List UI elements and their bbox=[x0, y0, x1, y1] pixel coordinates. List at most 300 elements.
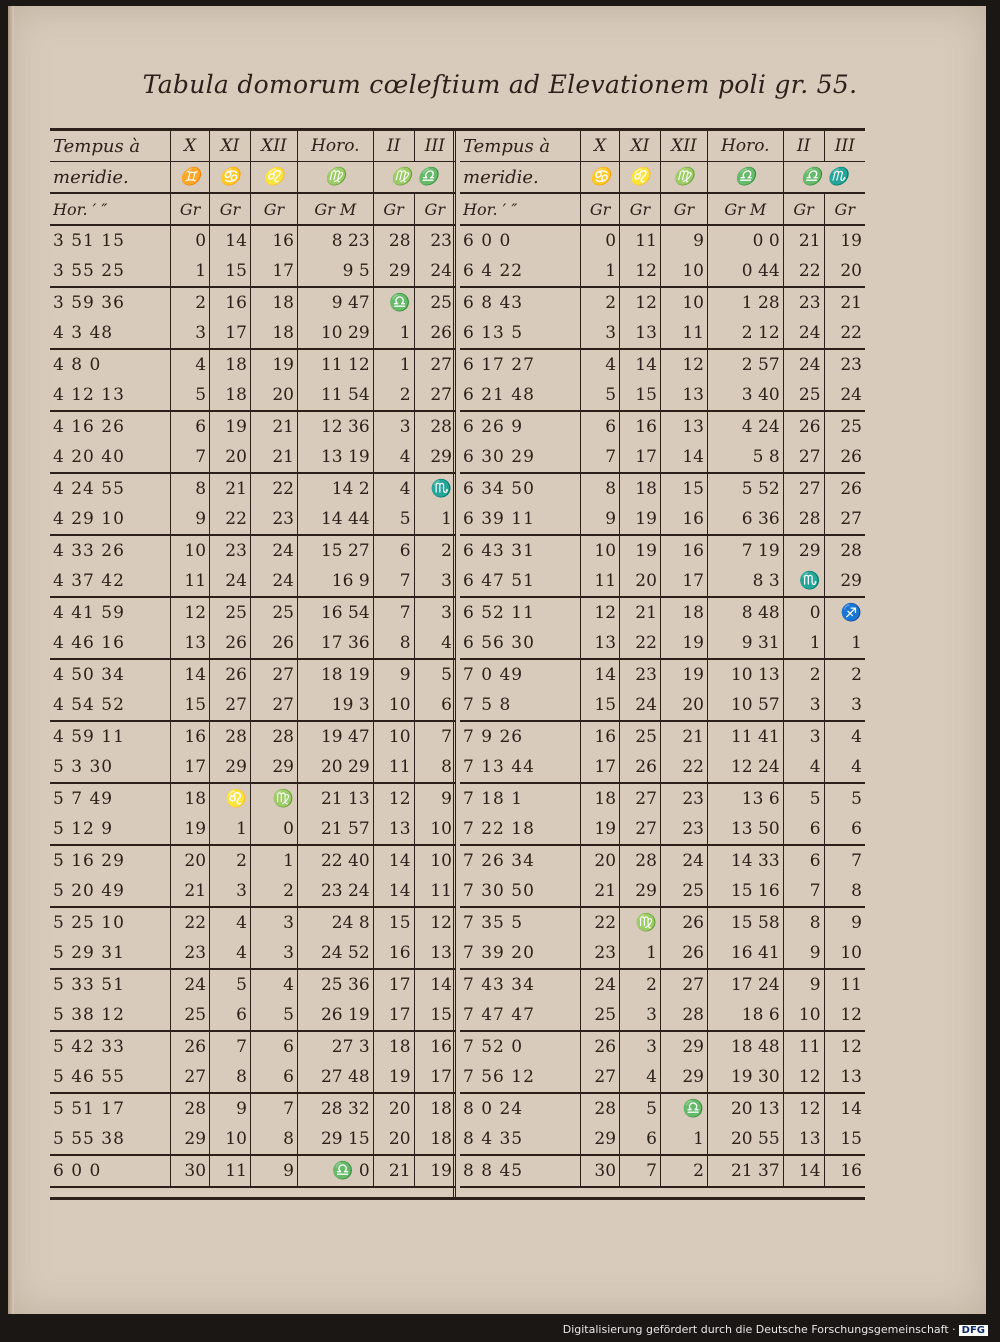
degree-cell: 28 bbox=[250, 721, 297, 752]
degree-cell: 14 bbox=[373, 876, 414, 907]
degree-cell: 21 bbox=[250, 442, 297, 473]
degree-cell: 7 bbox=[373, 566, 414, 597]
zodiac-sign-header-0: ♊ bbox=[171, 162, 210, 194]
degree-cell: 4 24 bbox=[707, 411, 783, 442]
degree-cell: 5 bbox=[210, 969, 251, 1000]
house-header-5: III bbox=[824, 131, 865, 162]
degree-cell: 17 bbox=[250, 256, 297, 287]
degree-cell: 27 bbox=[783, 442, 824, 473]
degree-cell: 1 bbox=[373, 349, 414, 380]
degree-cell: 25 bbox=[620, 721, 661, 752]
degree-cell: 27 bbox=[824, 504, 865, 535]
time-cell: 7 43 34 bbox=[463, 975, 535, 995]
degree-cell: 3 bbox=[783, 690, 824, 721]
table-row bbox=[460, 814, 865, 845]
degree-cell: 24 bbox=[250, 566, 297, 597]
degree-cell: 23 bbox=[414, 225, 455, 256]
time-cell: 7 47 47 bbox=[460, 1000, 581, 1031]
table-row bbox=[460, 535, 865, 566]
zodiac-sign-header-4: ♍ ♎ bbox=[373, 162, 455, 194]
degree-cell: 9 bbox=[581, 504, 620, 535]
time-cell: 4 16 26 bbox=[53, 417, 125, 437]
degree-cell: 29 bbox=[581, 1124, 620, 1155]
degree-cell: 27 bbox=[414, 349, 455, 380]
degree-cell: ♎ bbox=[373, 287, 414, 318]
degree-cell: 13 6 bbox=[707, 783, 783, 814]
table-row bbox=[460, 349, 865, 380]
time-cell: 7 35 5 bbox=[463, 913, 524, 933]
degree-cell: 29 bbox=[373, 256, 414, 287]
time-cell: 4 12 13 bbox=[50, 380, 171, 411]
degree-cell: 3 bbox=[620, 1031, 661, 1062]
time-cell: 6 34 50 bbox=[463, 479, 535, 499]
degree-cell: 22 bbox=[210, 504, 251, 535]
degree-cell: 6 bbox=[414, 690, 455, 721]
table-row bbox=[50, 690, 455, 721]
unit-header-4: Gr M bbox=[707, 193, 783, 225]
degree-cell: 13 bbox=[581, 628, 620, 659]
zodiac-sign-header-2: ♍ bbox=[660, 162, 707, 194]
degree-cell: 19 bbox=[210, 411, 251, 442]
degree-cell: 9 bbox=[783, 938, 824, 969]
degree-cell: 18 48 bbox=[707, 1031, 783, 1062]
degree-cell: 21 13 bbox=[297, 783, 373, 814]
degree-cell: 3 bbox=[620, 1000, 661, 1031]
degree-cell: 25 bbox=[210, 597, 251, 628]
degree-cell: 8 bbox=[414, 752, 455, 783]
degree-cell: 2 bbox=[414, 535, 455, 566]
house-header-4: II bbox=[783, 131, 824, 162]
house-header-3: Horo. bbox=[707, 131, 783, 162]
degree-cell: 26 bbox=[171, 1031, 210, 1062]
degree-cell: 15 bbox=[210, 256, 251, 287]
unit-header-1: Gr bbox=[171, 193, 210, 225]
degree-cell: 3 bbox=[373, 411, 414, 442]
house-header-0: X bbox=[581, 131, 620, 162]
degree-cell: 23 bbox=[783, 287, 824, 318]
table-row bbox=[460, 1093, 865, 1124]
degree-cell: 21 57 bbox=[297, 814, 373, 845]
unit-header-3: Gr bbox=[250, 193, 297, 225]
degree-cell: 0 bbox=[783, 597, 824, 628]
degree-cell: 28 bbox=[660, 1000, 707, 1031]
degree-cell: 9 bbox=[373, 659, 414, 690]
degree-cell: 17 bbox=[171, 752, 210, 783]
degree-cell: 8 bbox=[210, 1062, 251, 1093]
table-row bbox=[460, 752, 865, 783]
degree-cell: 20 bbox=[373, 1124, 414, 1155]
degree-cell: 26 bbox=[210, 628, 251, 659]
degree-cell: 18 bbox=[210, 349, 251, 380]
degree-cell: 16 41 bbox=[707, 938, 783, 969]
degree-cell: 25 bbox=[414, 287, 455, 318]
degree-cell: 19 bbox=[171, 814, 210, 845]
degree-cell: 17 bbox=[620, 442, 661, 473]
degree-cell: 26 19 bbox=[297, 1000, 373, 1031]
time-cell: 4 50 34 bbox=[53, 665, 125, 685]
degree-cell: ♏ bbox=[783, 566, 824, 597]
degree-cell: 4 bbox=[824, 752, 865, 783]
degree-cell: 28 bbox=[581, 1093, 620, 1124]
degree-cell: 10 bbox=[783, 1000, 824, 1031]
table-row bbox=[50, 969, 455, 1000]
degree-cell: 6 36 bbox=[707, 504, 783, 535]
table-row bbox=[460, 442, 865, 473]
degree-cell: 7 bbox=[250, 1093, 297, 1124]
time-cell: 6 21 48 bbox=[460, 380, 581, 411]
time-cell: 5 55 38 bbox=[50, 1124, 171, 1155]
table-row bbox=[460, 783, 865, 814]
time-cell: 5 38 12 bbox=[50, 1000, 171, 1031]
degree-cell: 26 bbox=[250, 628, 297, 659]
degree-cell: 10 bbox=[824, 938, 865, 969]
table-row bbox=[50, 938, 455, 969]
degree-cell: 20 bbox=[373, 1093, 414, 1124]
time-cell: 4 8 0 bbox=[53, 355, 102, 375]
time-cell: 3 55 25 bbox=[50, 256, 171, 287]
degree-cell: 24 bbox=[171, 969, 210, 1000]
table-row bbox=[460, 969, 865, 1000]
table-row bbox=[50, 566, 455, 597]
degree-cell: 18 bbox=[414, 1124, 455, 1155]
degree-cell: 14 bbox=[414, 969, 455, 1000]
degree-cell: 3 bbox=[210, 876, 251, 907]
degree-cell: ♎ 0 bbox=[297, 1155, 373, 1187]
degree-cell: 2 bbox=[783, 659, 824, 690]
degree-cell: 1 bbox=[824, 628, 865, 659]
degree-cell: 4 bbox=[171, 349, 210, 380]
right-table bbox=[460, 131, 865, 1188]
table-row bbox=[50, 504, 455, 535]
degree-cell: 18 bbox=[660, 597, 707, 628]
degree-cell: 26 bbox=[824, 442, 865, 473]
table-row bbox=[50, 876, 455, 907]
degree-cell: 6 bbox=[620, 1124, 661, 1155]
degree-cell: 16 54 bbox=[297, 597, 373, 628]
degree-cell: 17 bbox=[660, 566, 707, 597]
table-row bbox=[50, 783, 455, 814]
degree-cell: 25 bbox=[660, 876, 707, 907]
time-cell: 5 7 49 bbox=[53, 789, 114, 809]
degree-cell: 19 bbox=[620, 504, 661, 535]
degree-cell: 15 bbox=[581, 690, 620, 721]
degree-cell: 23 bbox=[660, 783, 707, 814]
unit-header-5: Gr bbox=[373, 193, 414, 225]
degree-cell: 3 bbox=[250, 907, 297, 938]
degree-cell: 13 bbox=[660, 411, 707, 442]
degree-cell: 26 bbox=[414, 318, 455, 349]
degree-cell: 19 bbox=[414, 1155, 455, 1187]
degree-cell: 26 bbox=[581, 1031, 620, 1062]
degree-cell: 25 bbox=[581, 1000, 620, 1031]
degree-cell: 9 bbox=[171, 504, 210, 535]
time-cell: 3 59 36 bbox=[53, 293, 125, 313]
degree-cell: 20 bbox=[250, 380, 297, 411]
degree-cell: 27 bbox=[620, 783, 661, 814]
degree-cell: 12 bbox=[373, 783, 414, 814]
time-cell: 5 20 49 bbox=[50, 876, 171, 907]
degree-cell: 16 bbox=[250, 225, 297, 256]
degree-cell: 0 bbox=[581, 225, 620, 256]
degree-cell: 17 bbox=[373, 1000, 414, 1031]
table-row bbox=[50, 845, 455, 876]
degree-cell: 30 bbox=[581, 1155, 620, 1187]
degree-cell: 27 3 bbox=[297, 1031, 373, 1062]
degree-cell: 27 48 bbox=[297, 1062, 373, 1093]
degree-cell: 17 bbox=[414, 1062, 455, 1093]
house-header-0: X bbox=[171, 131, 210, 162]
degree-cell: 16 bbox=[824, 1155, 865, 1187]
degree-cell: 27 bbox=[581, 1062, 620, 1093]
time-cell: 4 24 55 bbox=[53, 479, 125, 499]
degree-cell: 9 bbox=[824, 907, 865, 938]
degree-cell: 19 bbox=[824, 225, 865, 256]
degree-cell: 4 bbox=[210, 907, 251, 938]
time-cell: 4 33 26 bbox=[53, 541, 125, 561]
degree-cell: 4 bbox=[210, 938, 251, 969]
time-cell: 7 13 44 bbox=[460, 752, 581, 783]
degree-cell: 4 bbox=[620, 1062, 661, 1093]
degree-cell: 11 bbox=[373, 752, 414, 783]
degree-cell: 7 19 bbox=[707, 535, 783, 566]
table-row bbox=[460, 380, 865, 411]
time-cell: 4 3 48 bbox=[50, 318, 171, 349]
degree-cell: 24 bbox=[620, 690, 661, 721]
degree-cell: 14 bbox=[373, 845, 414, 876]
degree-cell: 15 bbox=[620, 380, 661, 411]
degree-cell: 12 bbox=[783, 1062, 824, 1093]
time-cell: 7 5 8 bbox=[460, 690, 581, 721]
table-row bbox=[460, 504, 865, 535]
degree-cell: 20 bbox=[824, 256, 865, 287]
degree-cell: 26 bbox=[660, 907, 707, 938]
unit-header-4: Gr M bbox=[297, 193, 373, 225]
degree-cell: ♍ bbox=[620, 907, 661, 938]
time-cell: 6 52 11 bbox=[463, 603, 535, 623]
degree-cell: 10 bbox=[660, 256, 707, 287]
degree-cell: 16 bbox=[171, 721, 210, 752]
degree-cell: 10 bbox=[660, 287, 707, 318]
degree-cell: 18 6 bbox=[707, 1000, 783, 1031]
degree-cell: 2 bbox=[620, 969, 661, 1000]
degree-cell: 5 bbox=[620, 1093, 661, 1124]
house-header-3: Horo. bbox=[297, 131, 373, 162]
degree-cell: 9 5 bbox=[297, 256, 373, 287]
degree-cell: 12 36 bbox=[297, 411, 373, 442]
table-row bbox=[50, 1093, 455, 1124]
dfg-logo: DFG bbox=[959, 1325, 988, 1336]
degree-cell: 12 bbox=[620, 287, 661, 318]
degree-cell: 28 bbox=[824, 535, 865, 566]
degree-cell: 7 bbox=[620, 1155, 661, 1187]
time-cell: 7 56 12 bbox=[460, 1062, 581, 1093]
degree-cell: 11 bbox=[171, 566, 210, 597]
degree-cell: 21 bbox=[171, 876, 210, 907]
degree-cell: 7 bbox=[171, 442, 210, 473]
degree-cell: 20 bbox=[660, 690, 707, 721]
degree-cell: 23 bbox=[620, 659, 661, 690]
degree-cell: 19 bbox=[620, 535, 661, 566]
degree-cell: 0 0 bbox=[707, 225, 783, 256]
degree-cell: 11 bbox=[660, 318, 707, 349]
degree-cell: 20 bbox=[171, 845, 210, 876]
table-row bbox=[460, 845, 865, 876]
degree-cell: 5 bbox=[824, 783, 865, 814]
degree-cell: 18 bbox=[373, 1031, 414, 1062]
table-row bbox=[460, 721, 865, 752]
tempus-label-2: meridie. bbox=[460, 162, 581, 194]
degree-cell: 1 28 bbox=[707, 287, 783, 318]
degree-cell: 1 bbox=[250, 845, 297, 876]
table-row bbox=[50, 814, 455, 845]
table-row bbox=[460, 1062, 865, 1093]
table-row bbox=[460, 225, 865, 256]
degree-cell: 20 13 bbox=[707, 1093, 783, 1124]
degree-cell: 10 13 bbox=[707, 659, 783, 690]
degree-cell: 23 bbox=[581, 938, 620, 969]
degree-cell: 10 bbox=[414, 814, 455, 845]
degree-cell: 28 bbox=[783, 504, 824, 535]
degree-cell: ♍ bbox=[250, 783, 297, 814]
degree-cell: 14 bbox=[783, 1155, 824, 1187]
degree-cell: 21 bbox=[210, 473, 251, 504]
degree-cell: 1 bbox=[373, 318, 414, 349]
unit-header-1: Gr bbox=[581, 193, 620, 225]
table-row bbox=[50, 349, 455, 380]
degree-cell: 10 bbox=[210, 1124, 251, 1155]
degree-cell: 23 bbox=[250, 504, 297, 535]
degree-cell: 16 bbox=[581, 721, 620, 752]
table-row bbox=[460, 318, 865, 349]
degree-cell: 6 bbox=[581, 411, 620, 442]
zodiac-sign-header-0: ♋ bbox=[581, 162, 620, 194]
degree-cell: 15 bbox=[171, 690, 210, 721]
degree-cell: 18 19 bbox=[297, 659, 373, 690]
degree-cell: 13 bbox=[783, 1124, 824, 1155]
degree-cell: 27 bbox=[250, 659, 297, 690]
degree-cell: 27 bbox=[660, 969, 707, 1000]
degree-cell: 21 bbox=[373, 1155, 414, 1187]
degree-cell: 29 bbox=[250, 752, 297, 783]
time-cell: 7 52 0 bbox=[463, 1037, 524, 1057]
zodiac-sign-header-4: ♎ ♏ bbox=[783, 162, 865, 194]
degree-cell: 26 bbox=[824, 473, 865, 504]
degree-cell: 22 bbox=[824, 318, 865, 349]
degree-cell: 24 8 bbox=[297, 907, 373, 938]
house-header-1: XI bbox=[620, 131, 661, 162]
degree-cell: 21 37 bbox=[707, 1155, 783, 1187]
house-header-4: II bbox=[373, 131, 414, 162]
unit-header-0: Hor. ′ ″ bbox=[50, 193, 171, 225]
degree-cell: 15 58 bbox=[707, 907, 783, 938]
degree-cell: 28 32 bbox=[297, 1093, 373, 1124]
degree-cell: 13 bbox=[620, 318, 661, 349]
degree-cell: 3 bbox=[414, 566, 455, 597]
degree-cell: 14 44 bbox=[297, 504, 373, 535]
table-row bbox=[50, 473, 455, 504]
degree-cell: 14 2 bbox=[297, 473, 373, 504]
degree-cell: 7 bbox=[783, 876, 824, 907]
degree-cell: 2 bbox=[581, 287, 620, 318]
degree-cell: 19 47 bbox=[297, 721, 373, 752]
degree-cell: 28 bbox=[620, 845, 661, 876]
degree-cell: 16 bbox=[660, 504, 707, 535]
time-cell: 8 8 45 bbox=[460, 1155, 581, 1187]
degree-cell: 29 bbox=[171, 1124, 210, 1155]
degree-cell: 12 bbox=[171, 597, 210, 628]
degree-cell: 6 bbox=[373, 535, 414, 566]
time-cell: 6 47 51 bbox=[460, 566, 581, 597]
degree-cell: 5 bbox=[581, 380, 620, 411]
table-row bbox=[50, 628, 455, 659]
time-cell: 8 0 24 bbox=[463, 1099, 524, 1119]
degree-cell: 10 bbox=[373, 690, 414, 721]
degree-cell: 29 bbox=[620, 876, 661, 907]
degree-cell: 17 bbox=[373, 969, 414, 1000]
table-row bbox=[460, 907, 865, 938]
degree-cell: 23 bbox=[210, 535, 251, 566]
degree-cell: 12 bbox=[660, 349, 707, 380]
degree-cell: 8 bbox=[581, 473, 620, 504]
degree-cell: 21 bbox=[783, 225, 824, 256]
time-cell: 6 43 31 bbox=[463, 541, 535, 561]
degree-cell: 19 bbox=[581, 814, 620, 845]
degree-cell: 24 bbox=[783, 318, 824, 349]
time-cell: 5 12 9 bbox=[50, 814, 171, 845]
degree-cell: 3 bbox=[824, 690, 865, 721]
time-cell: 3 51 15 bbox=[53, 231, 125, 251]
tempus-label-1: Tempus à bbox=[460, 131, 581, 162]
degree-cell: 7 bbox=[581, 442, 620, 473]
time-cell: 4 20 40 bbox=[50, 442, 171, 473]
time-cell: 5 46 55 bbox=[50, 1062, 171, 1093]
degree-cell: 6 bbox=[171, 411, 210, 442]
time-cell: 6 13 5 bbox=[460, 318, 581, 349]
time-cell: 4 54 52 bbox=[50, 690, 171, 721]
degree-cell: 12 bbox=[824, 1000, 865, 1031]
degree-cell: 24 52 bbox=[297, 938, 373, 969]
degree-cell: 14 bbox=[620, 349, 661, 380]
degree-cell: 15 bbox=[414, 1000, 455, 1031]
table-row bbox=[50, 1124, 455, 1155]
table-row bbox=[460, 690, 865, 721]
degree-cell: 4 bbox=[824, 721, 865, 752]
degree-cell: 5 8 bbox=[707, 442, 783, 473]
degree-cell: 21 bbox=[660, 721, 707, 752]
degree-cell: 19 3 bbox=[297, 690, 373, 721]
degree-cell: 23 bbox=[171, 938, 210, 969]
degree-cell: 17 bbox=[581, 752, 620, 783]
digitization-credit bbox=[563, 1323, 988, 1336]
degree-cell: 18 bbox=[250, 287, 297, 318]
degree-cell: 11 bbox=[581, 566, 620, 597]
degree-cell: 29 bbox=[660, 1062, 707, 1093]
degree-cell: 5 bbox=[250, 1000, 297, 1031]
degree-cell: 18 bbox=[171, 783, 210, 814]
degree-cell: 3 bbox=[171, 318, 210, 349]
degree-cell: 2 bbox=[210, 845, 251, 876]
unit-header-3: Gr bbox=[660, 193, 707, 225]
degree-cell: 25 bbox=[824, 411, 865, 442]
zodiac-sign-header-1: ♋ bbox=[210, 162, 251, 194]
zodiac-sign-header-3: ♎ bbox=[707, 162, 783, 194]
degree-cell: 16 bbox=[373, 938, 414, 969]
degree-cell: 14 33 bbox=[707, 845, 783, 876]
degree-cell: 2 bbox=[824, 659, 865, 690]
unit-header-6: Gr bbox=[824, 193, 865, 225]
table-row bbox=[50, 380, 455, 411]
table-row bbox=[460, 659, 865, 690]
